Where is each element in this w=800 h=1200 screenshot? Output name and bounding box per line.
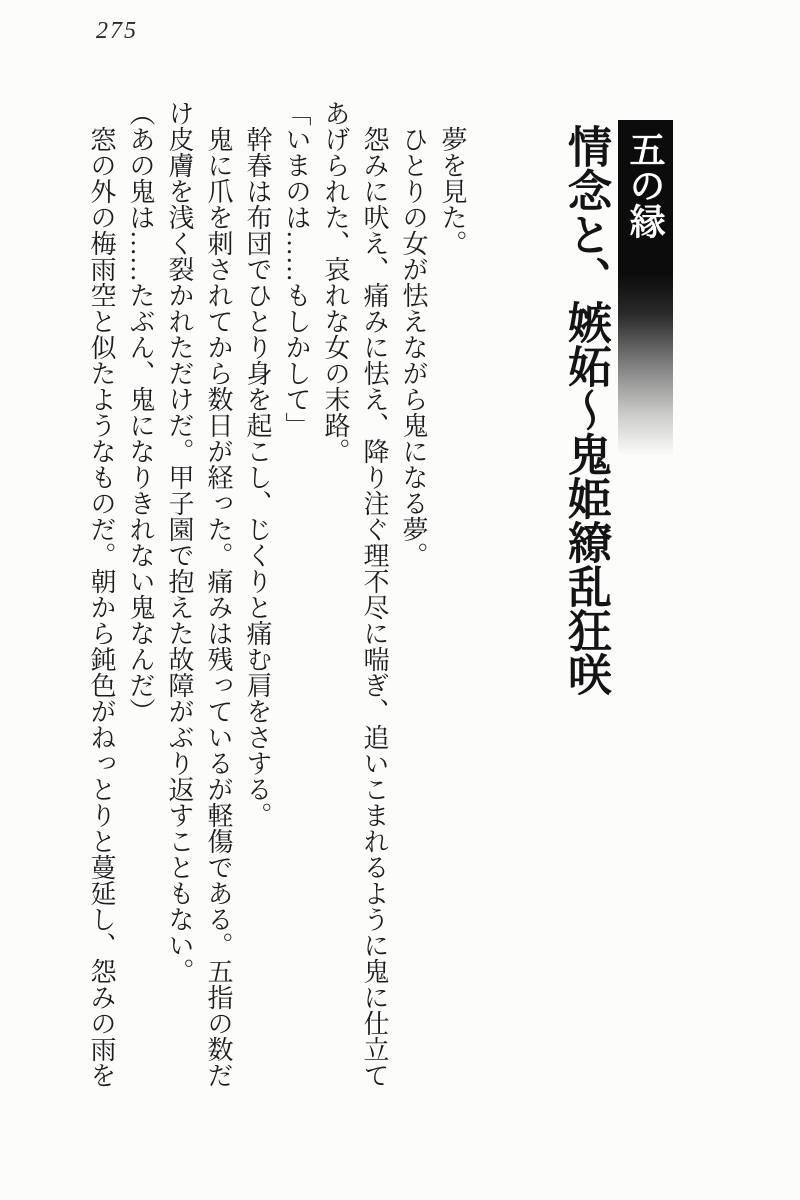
text-column-6: 幹春は布団でひとり身を起こし、じくりと痛む肩をさする。 <box>243 126 272 828</box>
text-column-5: 「いまのは……もしかして」 <box>282 100 311 438</box>
text-column-2: ひとりの女が怯えながら鬼になる夢。 <box>399 126 428 568</box>
page-number: 275 <box>96 18 138 44</box>
text-column-7: 鬼に爪を刺されてから数日が経った。痛みは残っているが軽傷である。五指の数だ <box>204 126 233 1088</box>
text-column-8: け皮膚を浅く裂かれただけだ。甲子園で抱えた故障がぶり返すこともない。 <box>165 100 194 984</box>
text-column-10: 窓の外の梅雨空と似たようなものだ。朝から鈍色がねっとりと蔓延し、怨みの雨を <box>87 126 116 1088</box>
text-column-3: 怨みに吠え、痛みに怯え、降り注ぐ理不尽に喘ぎ、追いこまれるように鬼に仕立て <box>360 126 389 1088</box>
chapter-number-badge <box>618 120 673 456</box>
chapter-number-text: 五の縁 <box>625 131 666 239</box>
text-column-1: 夢を見た。 <box>438 126 467 256</box>
chapter-title: 情念と、嫉妬～鬼姫繚乱狂咲 <box>561 124 610 696</box>
body-text <box>80 100 472 1092</box>
text-column-4: あげられた、哀れな女の末路。 <box>321 100 350 464</box>
text-column-9: （あの鬼は……たぶん、鬼になりきれない鬼なんだ） <box>126 100 155 724</box>
